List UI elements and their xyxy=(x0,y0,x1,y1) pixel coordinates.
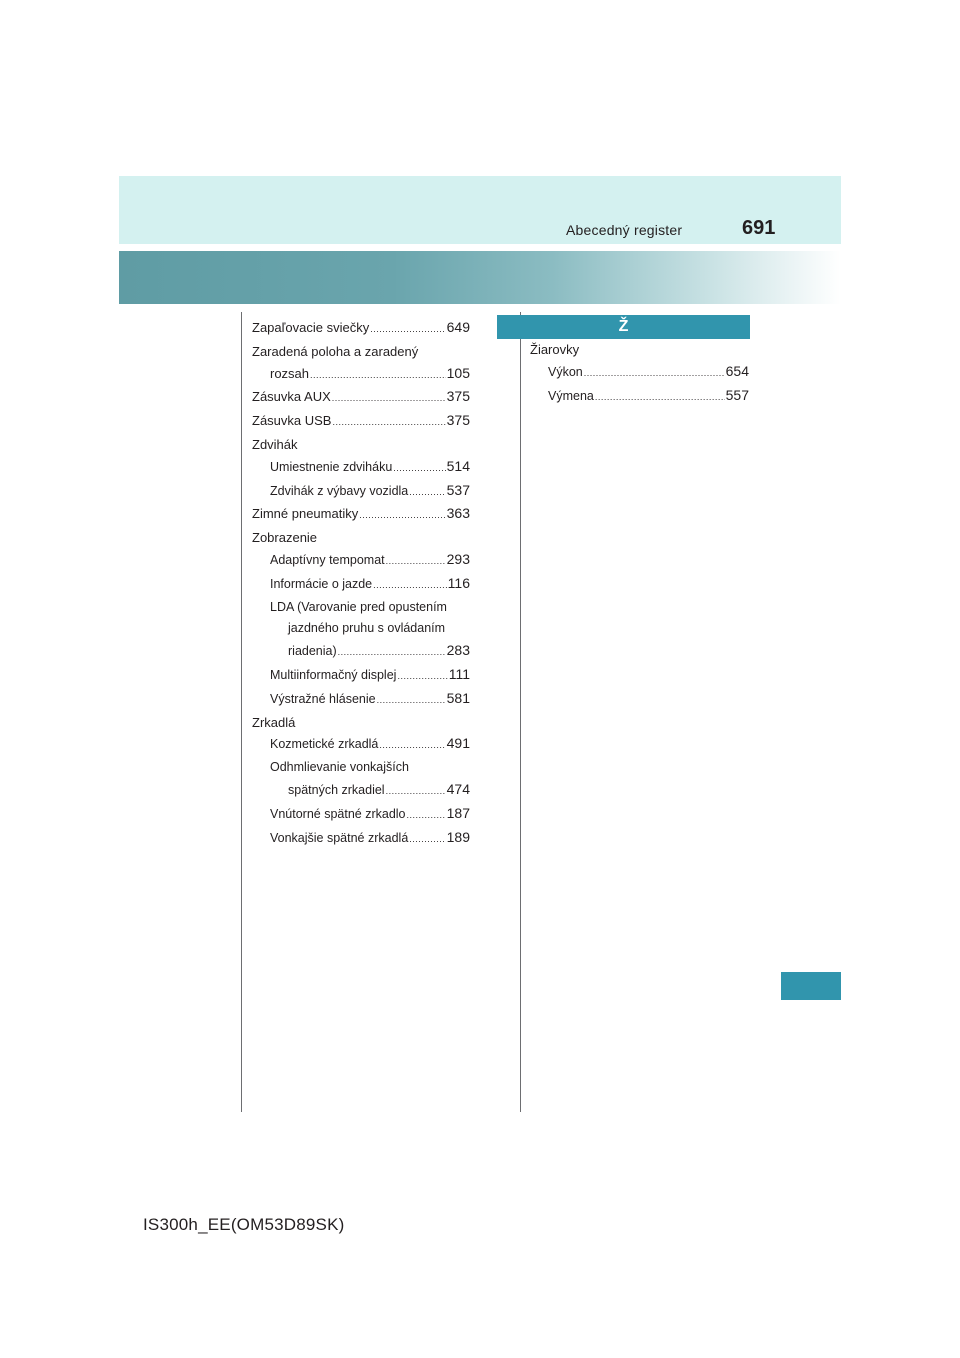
index-entry xyxy=(252,688,470,712)
index-entry xyxy=(252,456,470,480)
index-entry-text: Žiarovky xyxy=(530,342,580,357)
dot-leader xyxy=(386,781,446,803)
index-left-column xyxy=(252,317,470,850)
index-entry xyxy=(530,361,749,385)
index-entry-text: riadenia) xyxy=(288,644,337,659)
index-entry xyxy=(530,385,749,409)
index-entry xyxy=(252,712,470,734)
index-right-column xyxy=(530,339,749,408)
index-entry xyxy=(252,803,470,827)
index-entry-text: Odhmlievanie vonkajších xyxy=(270,760,409,775)
dot-leader xyxy=(310,365,446,387)
middle-column-rule xyxy=(520,312,521,1112)
index-entry xyxy=(252,341,470,363)
index-entry-text: Vnútorné spätné zrkadlo xyxy=(270,806,406,821)
index-entry xyxy=(530,339,749,361)
index-page-ref: 189 xyxy=(446,828,470,845)
index-page-ref: 649 xyxy=(446,319,470,335)
page-number: 691 xyxy=(742,217,776,239)
index-entry-text: Vonkajšie spätné zrkadlá xyxy=(270,830,409,845)
index-entry xyxy=(252,410,470,434)
index-page-ref: 514 xyxy=(446,457,470,474)
decorative-gradient-band xyxy=(119,251,841,304)
index-entry-text: Zdvihák xyxy=(252,436,298,452)
dot-leader xyxy=(584,363,725,385)
index-page-ref: 375 xyxy=(446,412,470,429)
index-page-ref: 187 xyxy=(446,804,470,821)
index-entry-text: Umiestnenie zdviháku xyxy=(270,459,393,474)
index-entry xyxy=(252,733,470,757)
index-page-ref: 111 xyxy=(448,665,470,682)
index-entry xyxy=(252,434,470,456)
index-entry-text: Zimné pneumatiky xyxy=(252,506,359,522)
dot-leader xyxy=(397,666,447,688)
index-entry xyxy=(252,573,470,597)
index-entry xyxy=(252,597,470,619)
index-entry xyxy=(252,779,470,803)
index-entry-text: spätných zrkadiel xyxy=(288,782,385,797)
index-letter-heading: Ž xyxy=(497,315,750,339)
index-entry-text: Informácie o jazde xyxy=(270,576,373,591)
dot-leader xyxy=(393,458,445,480)
dot-leader xyxy=(338,642,446,664)
dot-leader xyxy=(332,388,446,410)
dot-leader xyxy=(370,319,445,341)
index-entry xyxy=(252,757,470,779)
index-entry-text: Výmena xyxy=(548,388,594,403)
index-entry xyxy=(252,640,470,664)
dot-leader xyxy=(359,505,445,527)
chapter-tab xyxy=(781,972,841,1000)
index-entry-text: Výkon xyxy=(548,364,583,379)
index-page-ref: 105 xyxy=(446,364,470,381)
index-entry xyxy=(252,317,470,341)
dot-leader xyxy=(379,735,445,757)
index-entry xyxy=(252,664,470,688)
dot-leader xyxy=(409,829,445,851)
index-page-ref: 293 xyxy=(446,550,470,567)
index-page-ref: 654 xyxy=(725,362,749,379)
index-entry-text: Zobrazenie xyxy=(252,530,318,546)
index-entry xyxy=(252,480,470,504)
index-entry-text: Kozmetické zrkadlá xyxy=(270,737,379,752)
dot-leader xyxy=(377,690,446,712)
dot-leader xyxy=(595,387,725,409)
index-entry xyxy=(252,527,470,549)
left-column-rule xyxy=(241,312,242,1112)
index-page-ref: 474 xyxy=(446,780,470,797)
index-entry xyxy=(252,827,470,851)
dot-leader xyxy=(373,575,447,597)
index-page-ref: 363 xyxy=(446,505,470,522)
index-entry-text: Multiinformačný displej xyxy=(270,667,397,682)
index-page-ref: 581 xyxy=(446,689,470,706)
section-title: Abecedný register xyxy=(566,222,683,238)
index-entry-text: LDA (Varovanie pred opustením xyxy=(270,599,447,614)
index-entry-text: Zrkadlá xyxy=(252,714,296,730)
index-entry-text: Zásuvka AUX xyxy=(252,389,331,405)
document-code: IS300h_EE(OM53D89SK) xyxy=(143,1215,345,1234)
index-entry xyxy=(252,618,470,640)
dot-leader xyxy=(386,551,446,573)
dot-leader xyxy=(409,482,445,504)
index-entry-text: Zásuvka USB xyxy=(252,413,332,429)
index-page-ref: 491 xyxy=(446,735,470,752)
index-page-ref: 116 xyxy=(447,574,470,591)
index-page-ref: 375 xyxy=(446,388,470,405)
index-entry-text: jazdného pruhu s ovládaním xyxy=(288,621,446,636)
index-entry-text: Adaptívny tempomat xyxy=(270,552,385,567)
index-entry-text: Zdvihák z výbavy vozidla xyxy=(270,483,409,498)
index-entry xyxy=(252,386,470,410)
index-page-ref: 557 xyxy=(725,386,749,403)
index-entry xyxy=(252,549,470,573)
index-page-ref: 537 xyxy=(446,481,470,498)
dot-leader xyxy=(332,412,445,434)
index-entry-text: Zaradená poloha a zaradený xyxy=(252,343,419,359)
dot-leader xyxy=(407,805,446,827)
index-entry xyxy=(252,503,470,527)
index-entry-text: Zapaľovacie sviečky xyxy=(252,320,370,335)
index-entry-text: Výstražné hlásenie xyxy=(270,691,376,706)
index-page-ref: 283 xyxy=(446,642,470,659)
header-band xyxy=(119,176,841,244)
index-entry-text: rozsah xyxy=(270,365,310,381)
index-entry xyxy=(252,363,470,387)
